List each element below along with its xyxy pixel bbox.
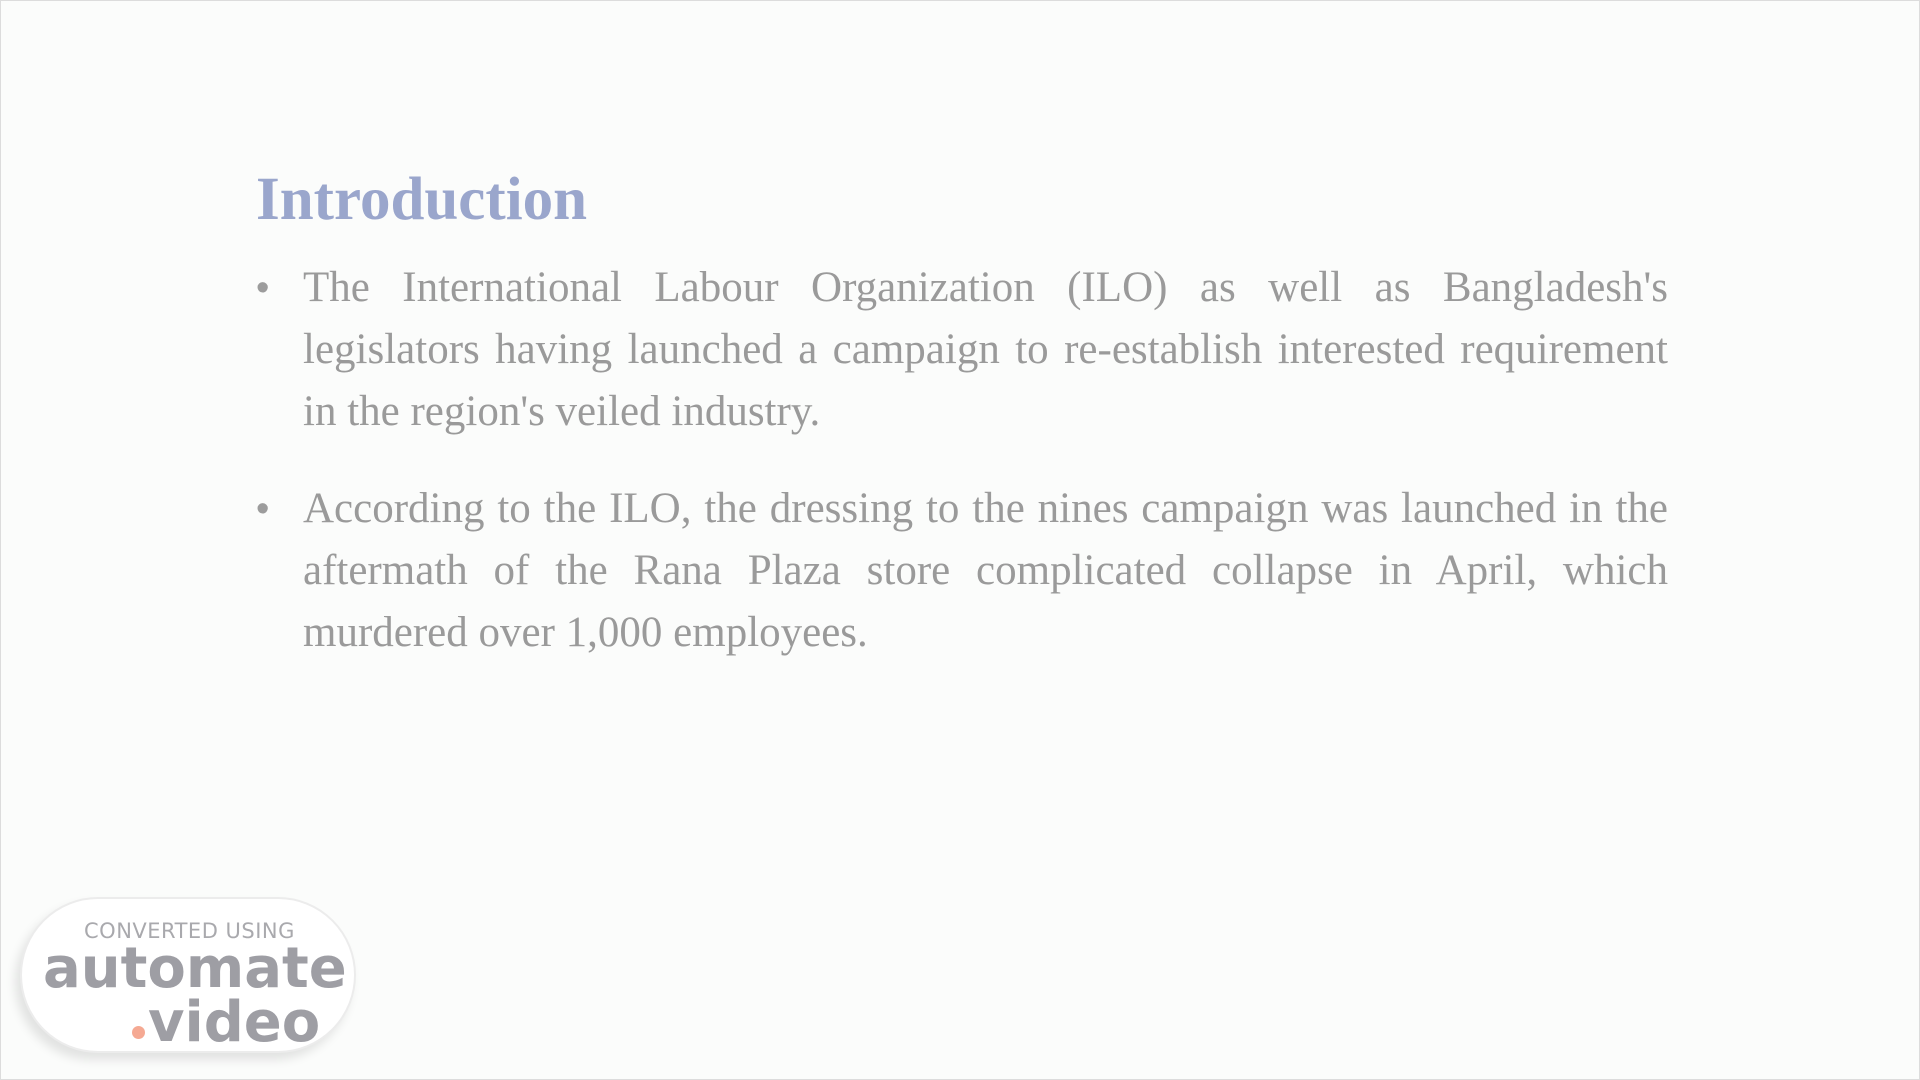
watermark-brand-line2 xyxy=(132,991,320,1055)
bullet-list xyxy=(256,257,1668,699)
bullet-text: According to the ILO, the dressing to the nines campaign was launched in the aftermath of the Rana Plaza store complicated collapse in April, which murdered over 1,000 employees. xyxy=(303,485,1668,656)
watermark-dot-icon xyxy=(132,1026,145,1039)
watermark-brand-word: video xyxy=(148,990,321,1055)
bullet-item xyxy=(256,478,1668,664)
bullet-text: The International Labour Organization (ILO) as well as Bangladesh's legislators having launched a campaign to re-establish interested requirement in the region's veiled industry. xyxy=(303,264,1668,435)
bullet-dot-icon: • xyxy=(256,488,270,530)
bullet-item xyxy=(256,257,1668,443)
watermark-caption: CONVERTED USING xyxy=(84,919,295,943)
bullet-dot-icon: • xyxy=(256,267,270,309)
slide-title: Introduction xyxy=(256,166,588,233)
automate-video-watermark xyxy=(20,897,356,1053)
watermark-brand-line1: automate xyxy=(43,936,347,1001)
